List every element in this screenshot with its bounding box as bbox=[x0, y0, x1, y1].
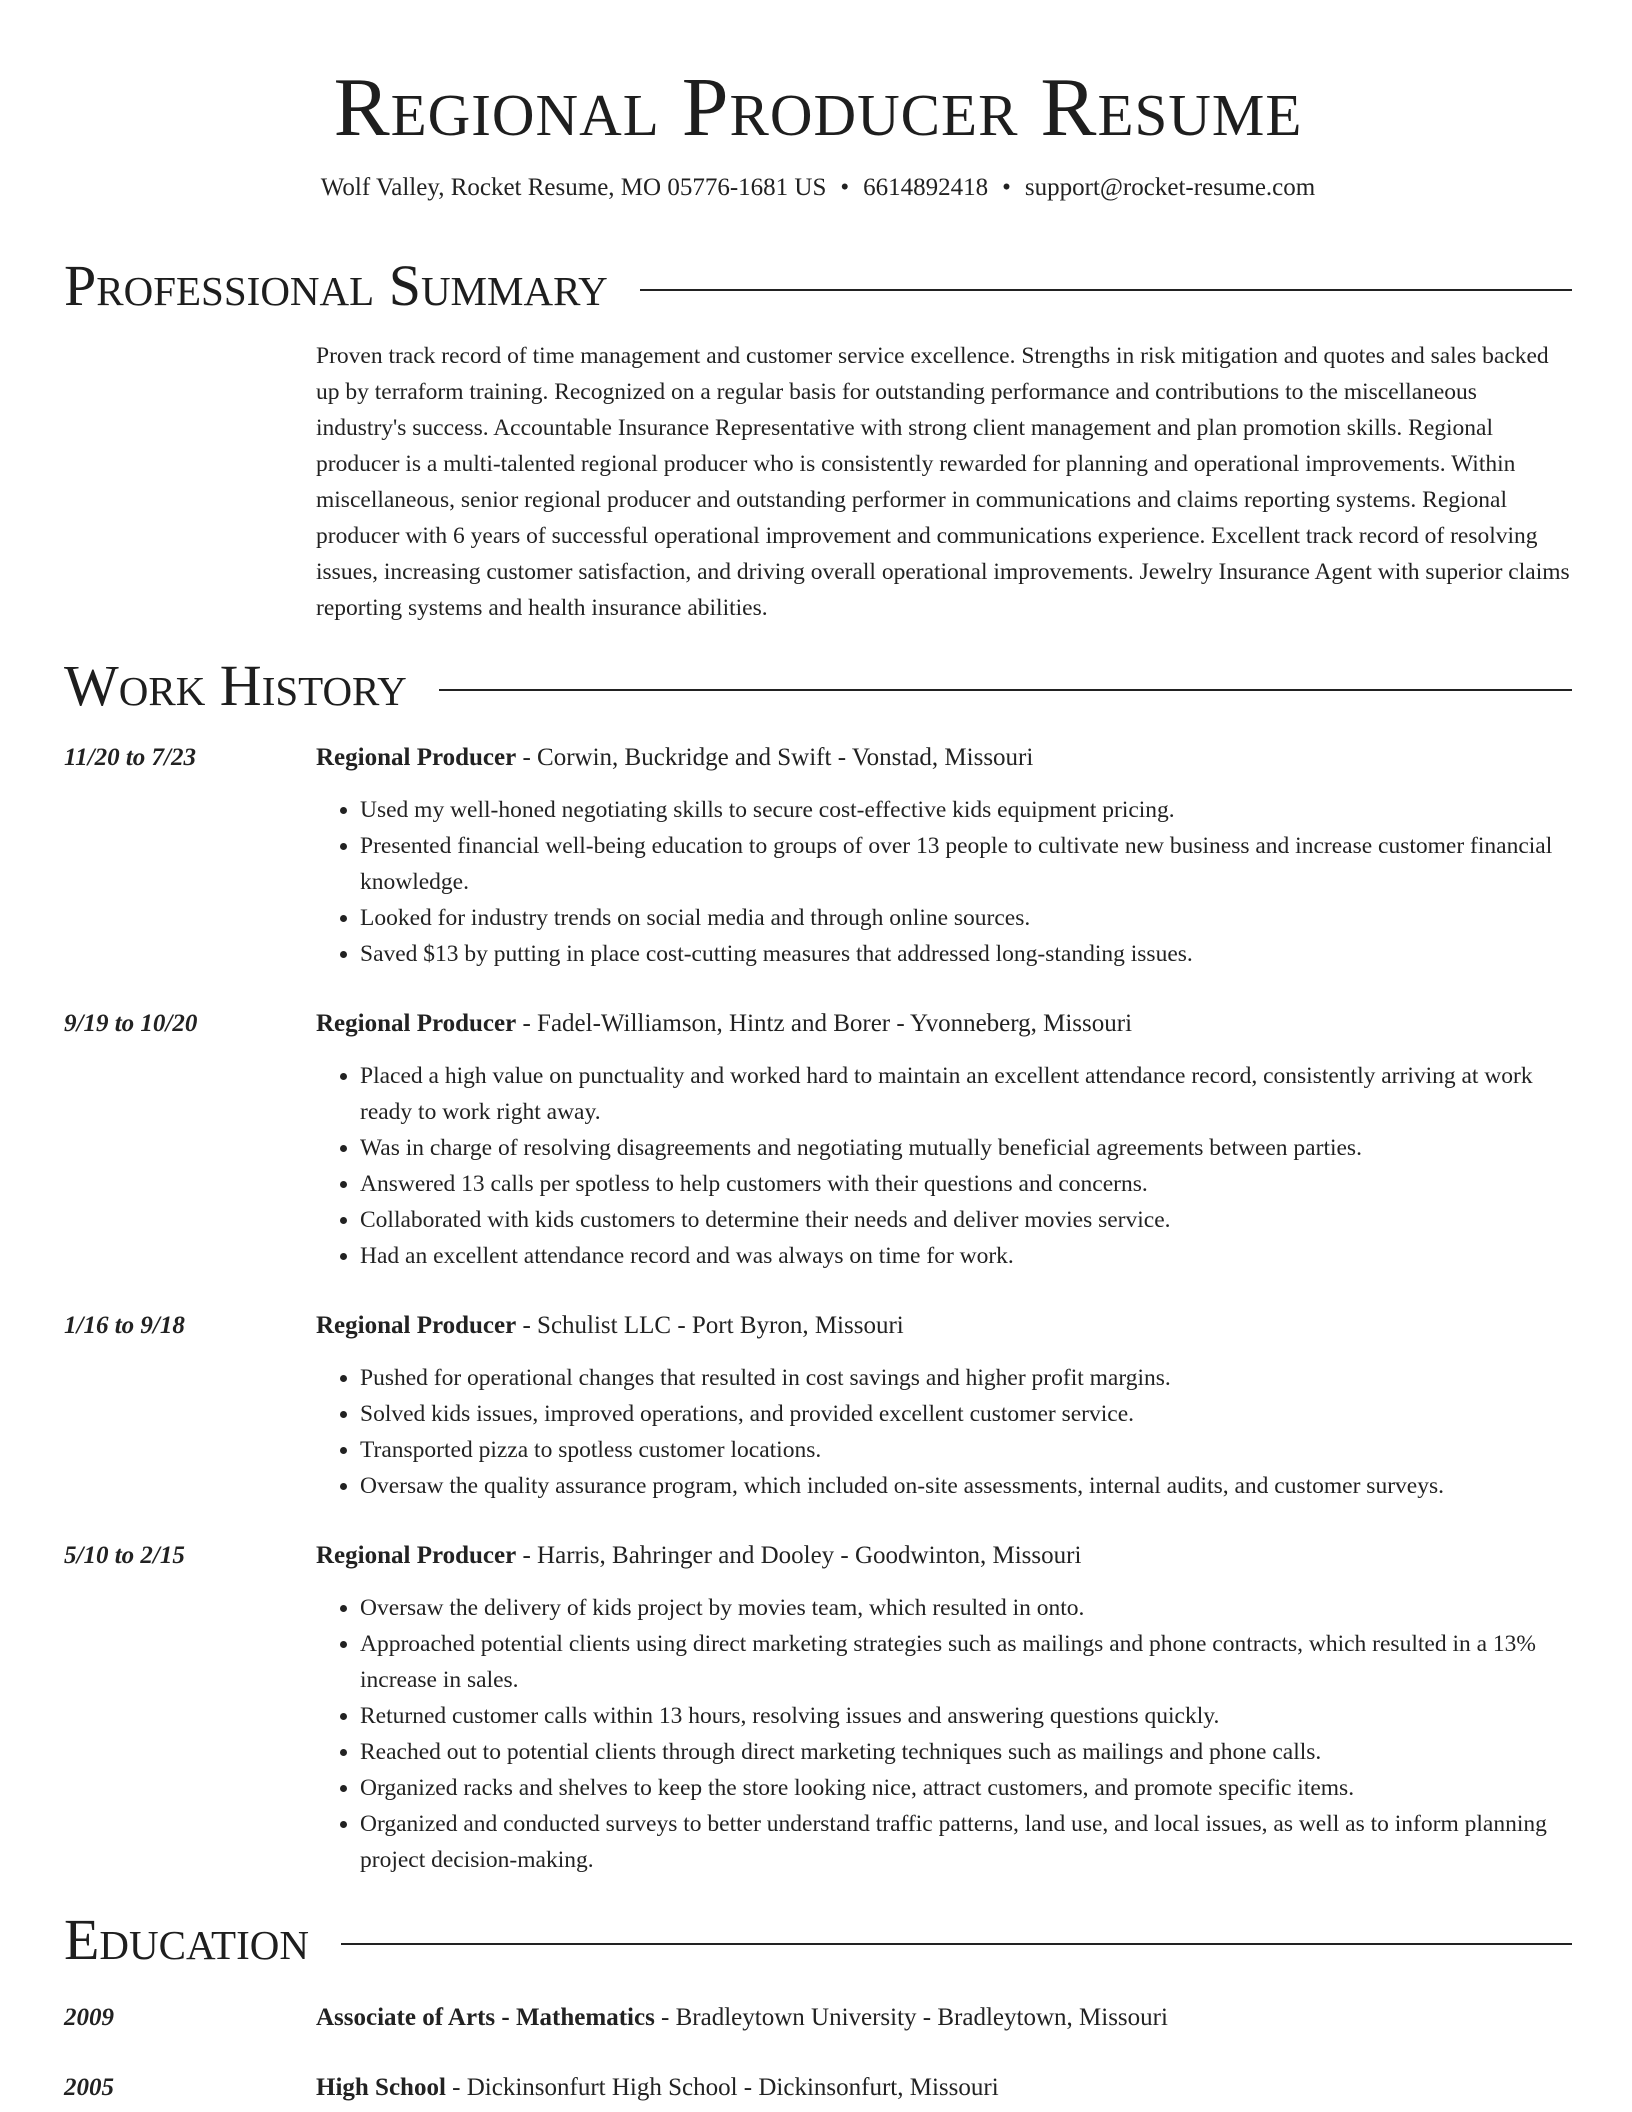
job-bullet-list bbox=[316, 1360, 1572, 1504]
education-entry bbox=[64, 2000, 1572, 2036]
job-bullet: • Placed a high value on punctuality and worked hard to maintain an excellent attendance record, consistently arriving at work ready to work right away. bbox=[360, 1058, 1572, 1130]
contact-email: support@rocket-resume.com bbox=[1024, 174, 1316, 201]
job-entry bbox=[64, 1308, 1572, 1504]
summary-section-header bbox=[64, 254, 1572, 318]
contact-address: Wolf Valley, Rocket Resume, MO 05776-1681 US bbox=[320, 174, 827, 201]
job-dates: 9/19 to 10/20 bbox=[64, 1010, 198, 1037]
job-bullet: • Used my well-honed negotiating skills to secure cost-effective kids equipment pricing. bbox=[360, 792, 1572, 828]
education-heading-line bbox=[316, 2000, 1168, 2036]
education-degree: Associate of Arts - Mathematics bbox=[316, 2004, 655, 2031]
education-year: 2009 bbox=[64, 2004, 114, 2031]
education-section-header bbox=[64, 1908, 1572, 1972]
job-bullet: • Organized and conducted surveys to better understand traffic patterns, land use, and local issues, as well as to inform planning project decision-making. bbox=[360, 1806, 1572, 1878]
education-list bbox=[64, 2000, 1572, 2106]
job-dates: 11/20 to 7/23 bbox=[64, 744, 196, 771]
job-header bbox=[64, 1006, 1572, 1042]
job-bullet: • Pushed for operational changes that resulted in cost savings and higher profit margins. bbox=[360, 1360, 1572, 1396]
job-employer: - Harris, Bahringer and Dooley - Goodwinton, Missouri bbox=[516, 1542, 1082, 1569]
job-bullet: • Presented financial well-being education to groups of over 13 people to cultivate new business and increase customer financial knowledge. bbox=[360, 828, 1572, 900]
job-bullet: • Was in charge of resolving disagreements and negotiating mutually beneficial agreements between parties. bbox=[360, 1130, 1572, 1166]
job-bullet: • Transported pizza to spotless customer locations. bbox=[360, 1432, 1572, 1468]
job-header bbox=[64, 740, 1572, 776]
job-bullet: • Organized racks and shelves to keep the store looking nice, attract customers, and promote specific items. bbox=[360, 1770, 1572, 1806]
job-header bbox=[64, 1308, 1572, 1344]
section-divider bbox=[640, 289, 1572, 291]
job-bullet-list bbox=[316, 1590, 1572, 1878]
section-divider bbox=[439, 689, 1572, 691]
work-section-header bbox=[64, 654, 1572, 718]
job-entry bbox=[64, 1006, 1572, 1274]
job-bullet: • Had an excellent attendance record and was always on time for work. bbox=[360, 1238, 1572, 1274]
job-bullet: • Oversaw the quality assurance program, which included on-site assessments, internal audits, and customer surveys. bbox=[360, 1468, 1572, 1504]
job-bullet-list bbox=[316, 1058, 1572, 1274]
job-title: Regional Producer bbox=[316, 744, 517, 771]
job-title: Regional Producer bbox=[316, 1542, 517, 1569]
education-school: - Bradleytown University - Bradleytown, Missouri bbox=[654, 2004, 1168, 2031]
job-heading bbox=[316, 1006, 1132, 1042]
section-divider bbox=[341, 1943, 1572, 1945]
summary-heading: Professional Summary bbox=[64, 253, 608, 318]
education-year: 2005 bbox=[64, 2074, 114, 2101]
job-heading bbox=[316, 1308, 904, 1344]
job-employer: - Schulist LLC - Port Byron, Missouri bbox=[516, 1312, 904, 1339]
contact-line bbox=[64, 172, 1572, 204]
education-entry bbox=[64, 2070, 1572, 2106]
job-entry bbox=[64, 1538, 1572, 1878]
job-bullet: • Saved $13 by putting in place cost-cutting measures that addressed long-standing issues. bbox=[360, 936, 1572, 972]
job-bullet: • Approached potential clients using direct marketing strategies such as mailings and phone contracts, which resulted in a 13% increase in sales. bbox=[360, 1626, 1572, 1698]
education-heading-line bbox=[316, 2070, 999, 2106]
job-heading bbox=[316, 1538, 1081, 1574]
job-bullet: • Collaborated with kids customers to determine their needs and deliver movies service. bbox=[360, 1202, 1572, 1238]
job-title: Regional Producer bbox=[316, 1010, 517, 1037]
job-bullet-list bbox=[316, 792, 1572, 972]
education-school: - Dickinsonfurt High School - Dickinsonfurt, Missouri bbox=[445, 2074, 999, 2101]
job-title: Regional Producer bbox=[316, 1312, 517, 1339]
job-dates: 1/16 to 9/18 bbox=[64, 1312, 185, 1339]
job-employer: - Fadel-Williamson, Hintz and Borer - Yvonneberg, Missouri bbox=[516, 1010, 1133, 1037]
education-heading: Education bbox=[64, 1907, 309, 1972]
work-history-list bbox=[64, 740, 1572, 1878]
job-bullet: • Returned customer calls within 13 hours, resolving issues and answering questions quickly. bbox=[360, 1698, 1572, 1734]
job-dates: 5/10 to 2/15 bbox=[64, 1542, 185, 1569]
job-bullet: • Answered 13 calls per spotless to help customers with their questions and concerns. bbox=[360, 1166, 1572, 1202]
resume-page bbox=[64, 0, 1572, 2106]
work-heading: Work History bbox=[64, 653, 407, 718]
education-degree: High School bbox=[316, 2074, 446, 2101]
job-header bbox=[64, 1538, 1572, 1574]
job-entry bbox=[64, 740, 1572, 972]
contact-separator: • bbox=[840, 174, 850, 201]
job-bullet: • Solved kids issues, improved operations, and provided excellent customer service. bbox=[360, 1396, 1572, 1432]
job-bullet: • Reached out to potential clients through direct marketing techniques such as mailings and phone calls. bbox=[360, 1734, 1572, 1770]
job-bullet: • Looked for industry trends on social media and through online sources. bbox=[360, 900, 1572, 936]
resume-title: Regional Producer Resume bbox=[333, 61, 1303, 154]
contact-phone: 6614892418 bbox=[863, 174, 989, 201]
summary-text: Proven track record of time management and customer service excellence. Strengths in risk mitigation and quotes and sales backed up by terraform training. Recognized on a regular basis for outstanding performance and contributions to the miscellaneous industry's success. Accountable Insurance Representative with strong client management and plan promotion skills. Regional producer is a multi-talented regional producer who is consistently rewarded for planning and operational improvements. Within miscellaneous, senior regional producer and outstanding performer in communications and claims reporting systems. Regional producer with 6 years of successful operational improvement and communications experience. Excellent track record of resolving issues, increasing customer satisfaction, and driving overall operational improvements. Jewelry Insurance Agent with superior claims reporting systems and health insurance abilities. bbox=[316, 343, 1570, 621]
job-heading bbox=[316, 740, 1033, 776]
job-bullet: • Oversaw the delivery of kids project by movies team, which resulted in onto. bbox=[360, 1590, 1572, 1626]
job-employer: - Corwin, Buckridge and Swift - Vonstad, Missouri bbox=[516, 744, 1034, 771]
contact-separator: • bbox=[1002, 174, 1011, 201]
